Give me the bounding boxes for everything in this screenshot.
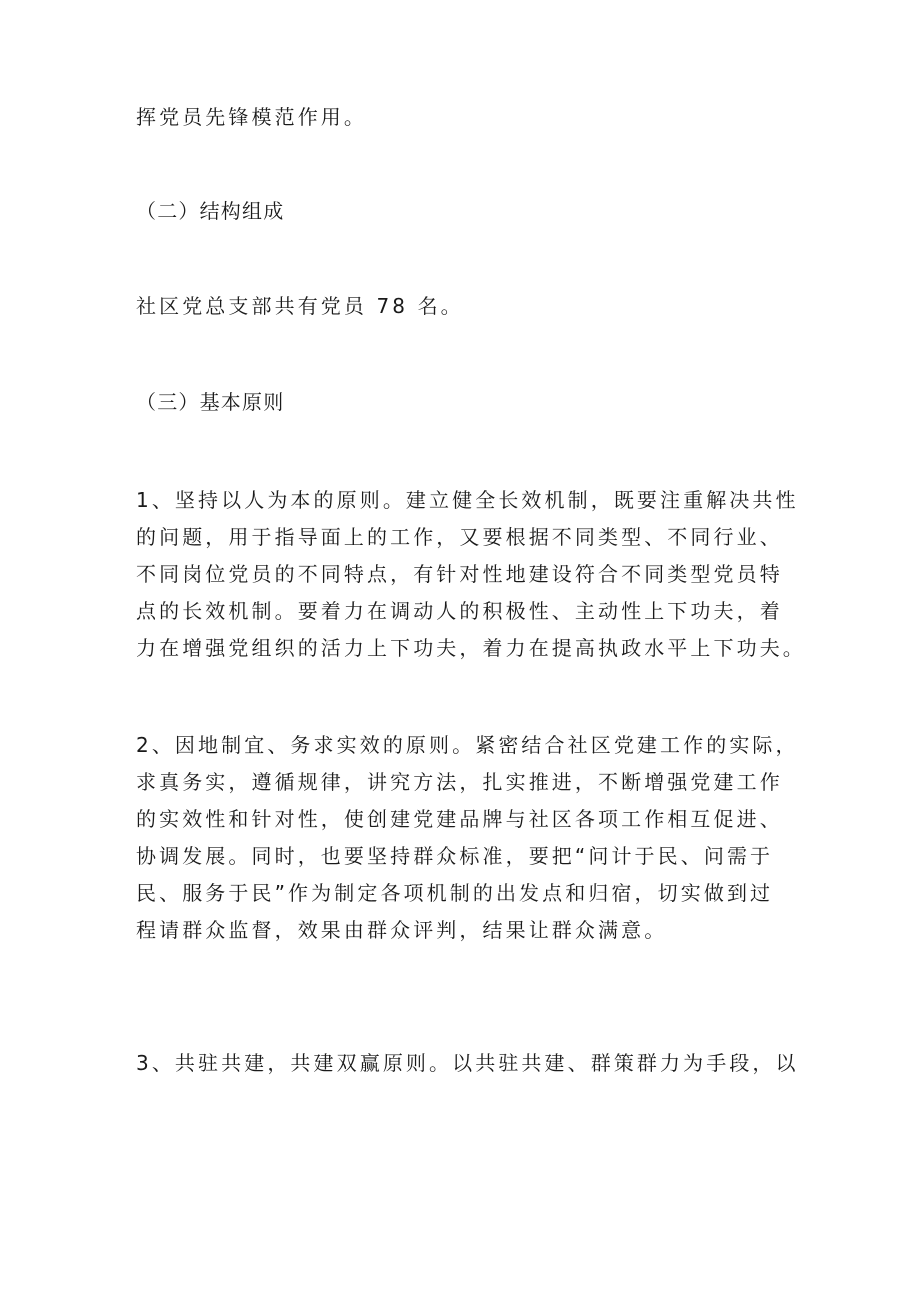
paragraph-line: 的问题，用于指导面上的工作，又要根据不同类型、不同行业、 [136,525,783,549]
paragraph-line: 点的长效机制。要着力在调动人的积极性、主动性上下功夫，着 [136,599,783,623]
paragraph-line: 程请群众监督，效果由群众评判，结果让群众满意。 [136,918,668,942]
paragraph-line: 的实效性和针对性，使创建党建品牌与社区各项工作相互促进、 [136,807,783,831]
paragraph-line: 3、共驻共建，共建双赢原则。以共驻共建、群策群力为手段，以 [136,1051,799,1075]
paragraph-line: 民、服务于民”作为制定各项机制的出发点和归宿，切实做到过 [136,881,774,905]
paragraph-line: 挥党员先锋模范作用。 [136,105,367,129]
paragraph-line: 1、坚持以人为本的原则。建立健全长效机制，既要注重解决共性 [136,488,799,512]
section-heading: （二）结构组成 [136,199,285,223]
paragraph-line: 协调发展。同时，也要坚持群众标准，要把“问计于民、问需于 [136,844,774,868]
paragraph-line: 社区党总支部共有党员 78 名。 [136,294,464,318]
paragraph-line: 2、因地制宜、务求实效的原则。紧密结合社区党建工作的实际， [136,733,799,757]
paragraph-line: 力在增强党组织的活力上下功夫，着力在提高执政水平上下功夫。 [136,636,806,660]
paragraph-line: 求真务实，遵循规律，讲究方法，扎实推进，不断增强党建工作 [136,770,783,794]
paragraph-line: 不同岗位党员的不同特点，有针对性地建设符合不同类型党员特 [136,562,783,586]
section-heading: （三）基本原则 [136,390,285,414]
